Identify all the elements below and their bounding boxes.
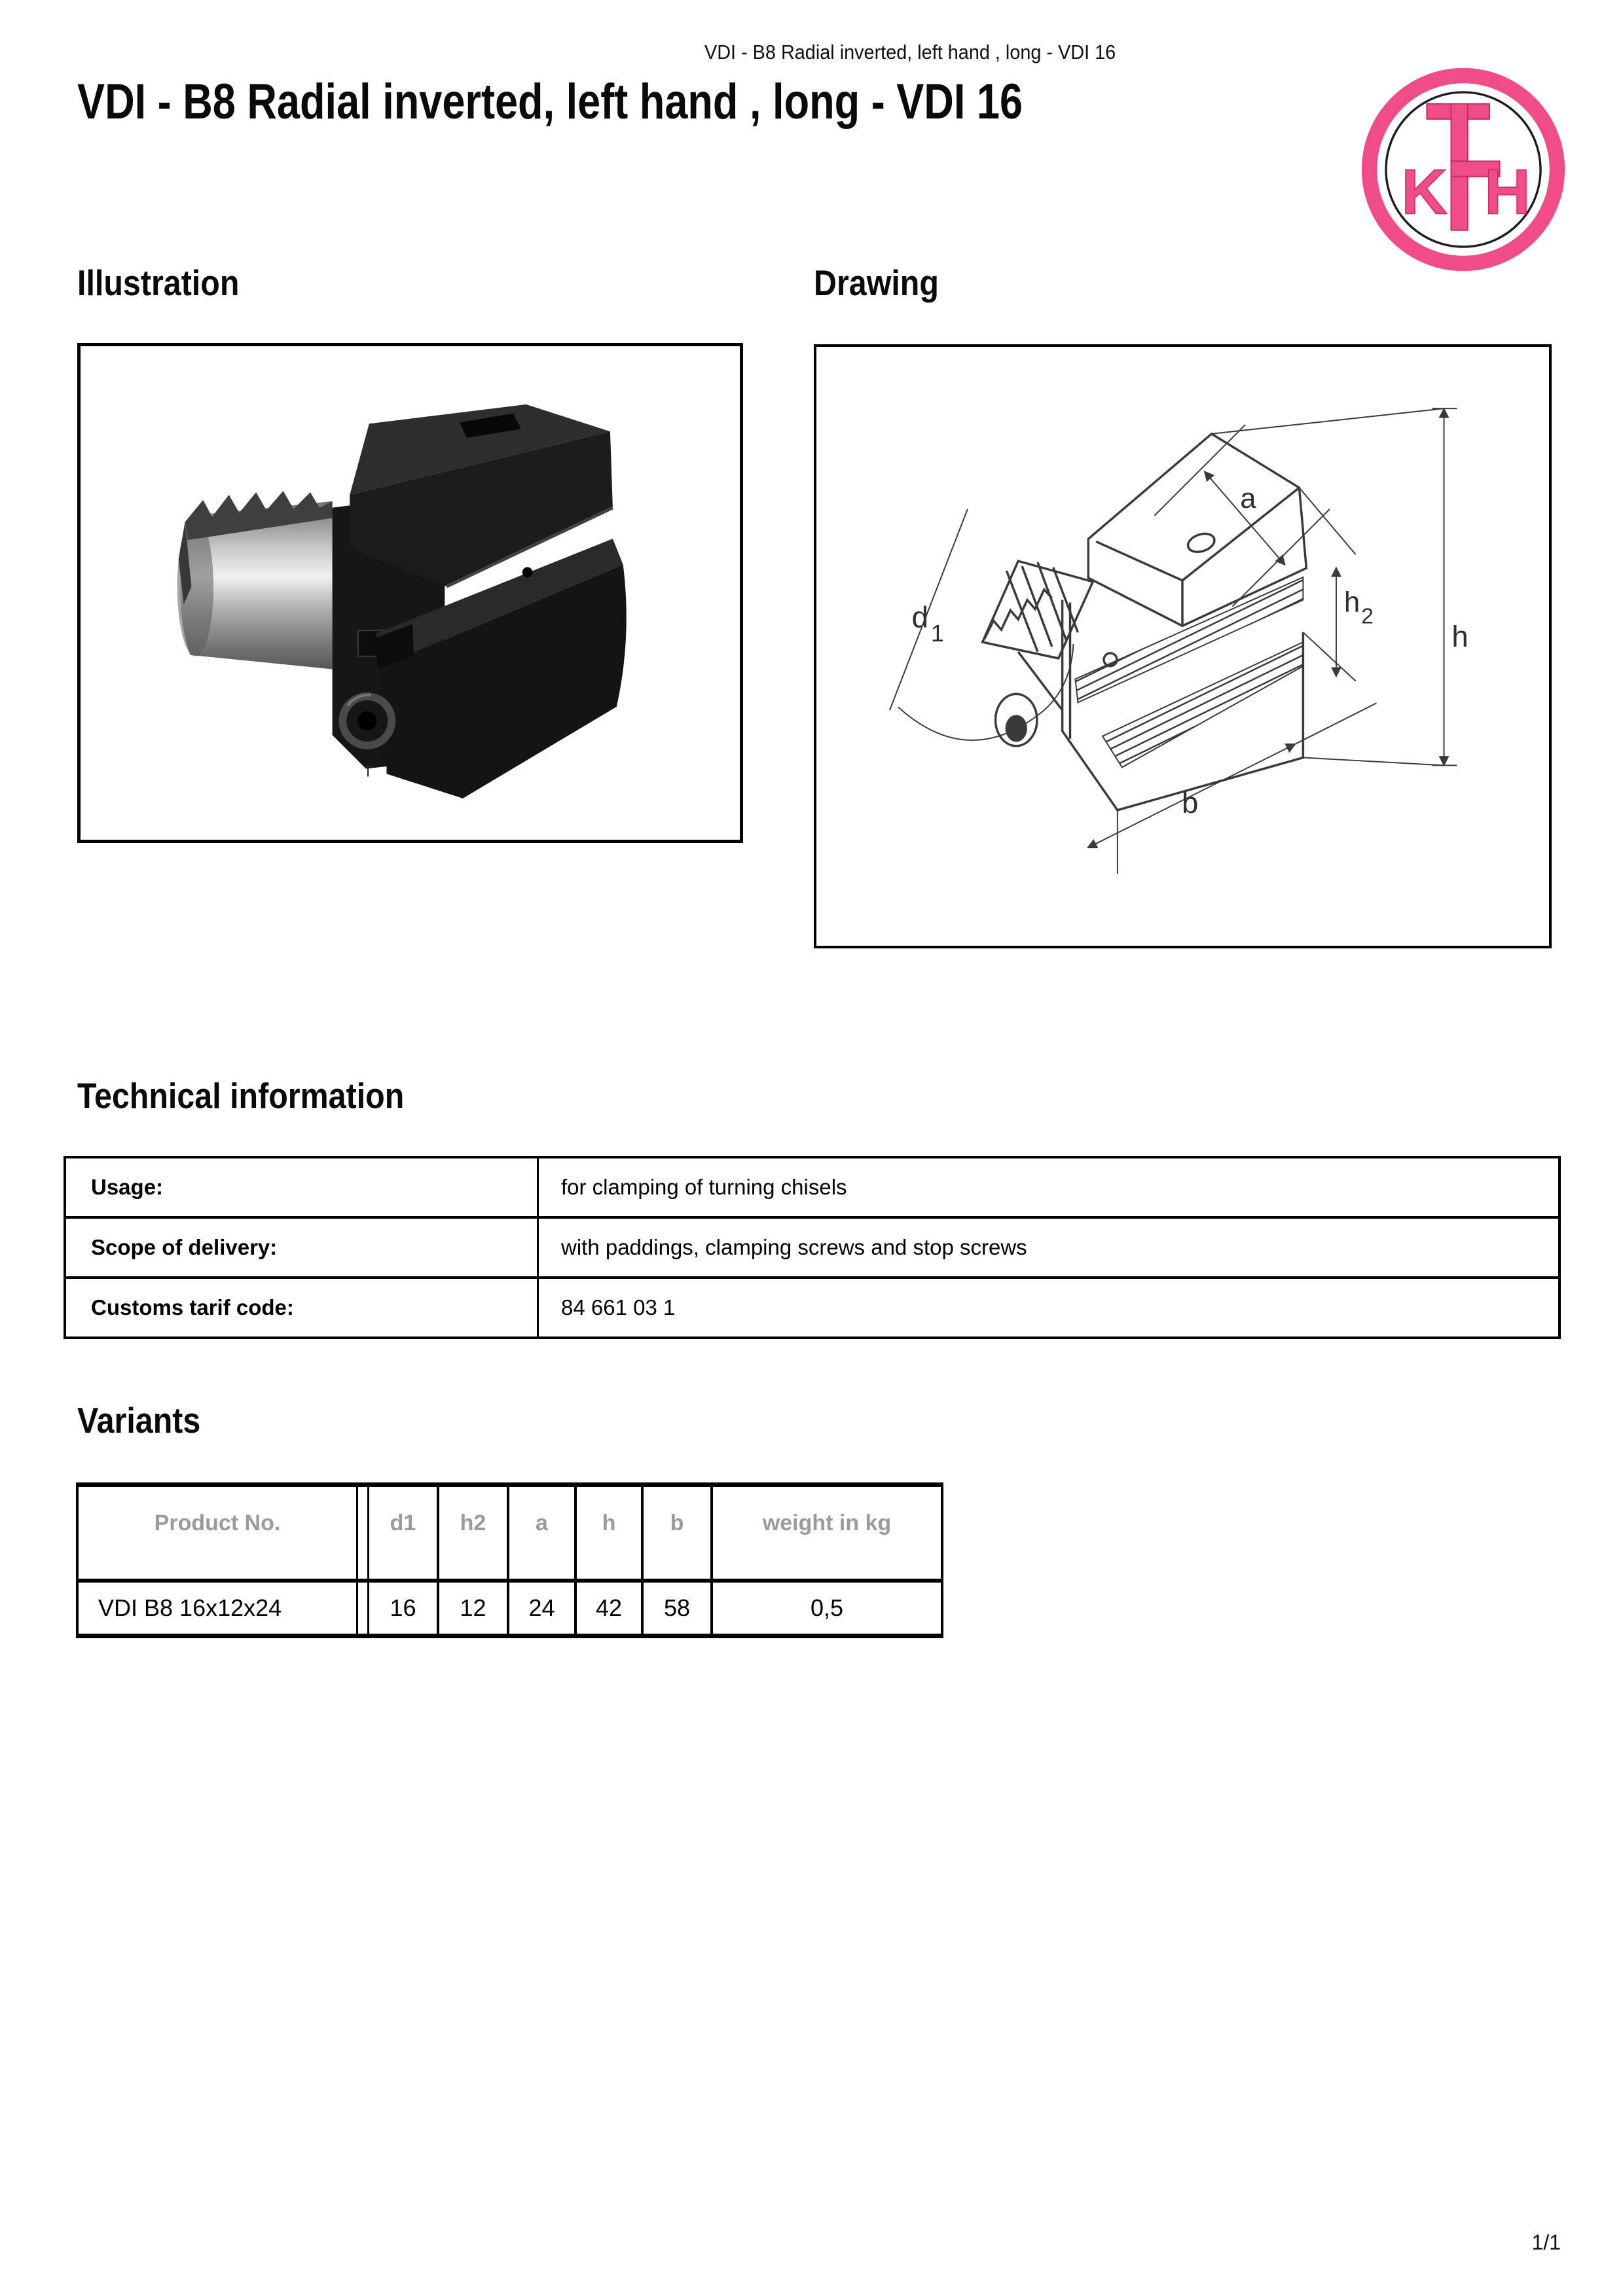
tech-row-label: Customs tarif code: [66, 1279, 539, 1336]
page-number: 1/1 [1531, 2231, 1561, 2254]
logo-letter-h: H [1484, 156, 1531, 228]
cell-d1: 16 [367, 1583, 437, 1634]
column-header-product-no: Product No. [79, 1487, 358, 1579]
variants-header-row [79, 1487, 941, 1583]
variants-heading: Variants [77, 1400, 201, 1441]
tech-row-label: Usage: [66, 1158, 539, 1216]
cell-h: 42 [574, 1583, 641, 1634]
drawing-label-b: b [1182, 785, 1199, 819]
svg-text:T: T [363, 763, 373, 781]
cell-product-no: VDI B8 16x12x24 [79, 1583, 358, 1634]
illustration-heading: Illustration [77, 262, 240, 303]
tech-row-value: with paddings, clamping screws and stop screws [561, 1235, 1027, 1259]
drawing-label-h: h [1451, 619, 1468, 653]
column-header-a: a [507, 1487, 574, 1579]
column-header-d1: d1 [367, 1487, 437, 1579]
drawing-heading: Drawing [814, 262, 939, 303]
drawing-label-a: a [1240, 482, 1256, 514]
drawing-frame [814, 344, 1552, 948]
tech-row-value: for clamping of turning chisels [561, 1175, 847, 1199]
drawing-label-d1: d $_1$ [911, 600, 944, 647]
variants-table [76, 1482, 943, 1638]
tech-row-label: Scope of delivery: [66, 1219, 539, 1276]
column-header-h2: h2 [437, 1487, 507, 1579]
table-row [66, 1158, 1558, 1216]
technical-info-table [64, 1156, 1561, 1339]
tech-row-value: 84 661 03 1 [561, 1295, 676, 1319]
variants-data-row [79, 1583, 941, 1634]
document-header-text: VDI - B8 Radial inverted, left hand , long - VDI 16 [704, 41, 1116, 63]
cell-b: 58 [641, 1583, 710, 1634]
product-photo [81, 346, 740, 840]
column-header-b: b [641, 1487, 710, 1579]
technical-drawing [816, 347, 1549, 946]
illustration-frame [77, 343, 743, 843]
table-row [66, 1216, 1558, 1276]
page-title: VDI - B8 Radial inverted, left hand , long - VDI 16 [77, 74, 1023, 130]
cell-weight: 0,5 [710, 1583, 941, 1634]
cell-h2: 12 [437, 1583, 507, 1634]
logo-letter-k: K [1401, 156, 1448, 228]
column-header-weight: weight in kg [710, 1487, 941, 1579]
technical-heading: Technical information [77, 1075, 405, 1116]
cell-a: 24 [507, 1583, 574, 1634]
table-row [66, 1276, 1558, 1336]
drawing-label-h2: $h_2$ [1343, 586, 1374, 629]
column-header-h: h [574, 1487, 641, 1579]
kfh-logo [1358, 64, 1569, 275]
